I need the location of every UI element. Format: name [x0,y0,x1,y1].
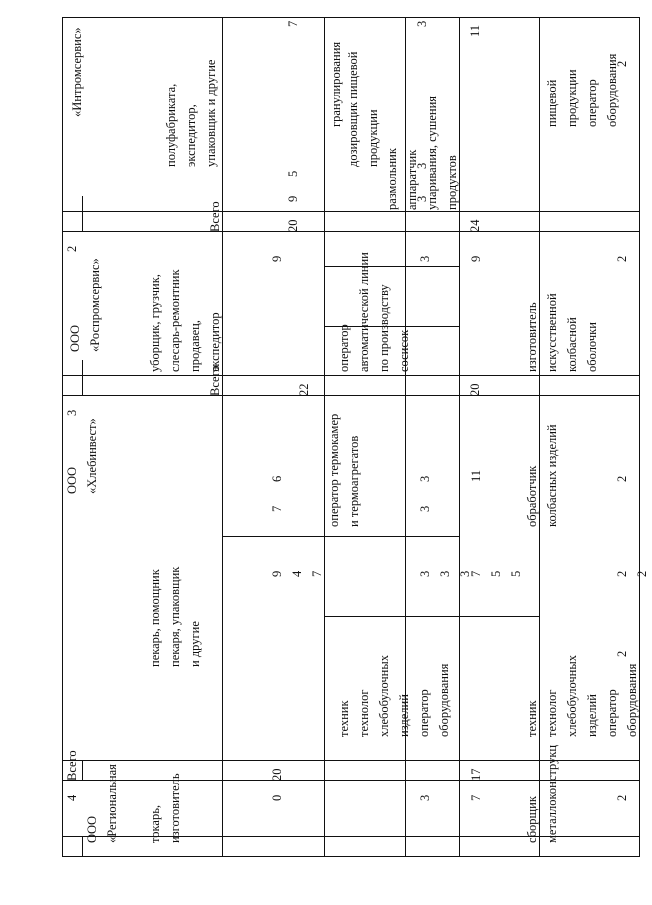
training-rank-cell: 2 [615,475,629,482]
training-profession-cell: пищевой продукции оператор оборудования [545,53,619,127]
profession-cell: полуфабриката, экспедитор, упаковщик и другие [164,59,218,167]
rank-cell: 3 [418,255,432,262]
training-rank-cell: 2 [615,650,629,657]
training-count-cell: 7 5 5 [469,570,523,577]
training-rank-cell: 2 [615,60,629,67]
rank-cell: 3 3 3 [418,570,472,577]
training-profession-cell: сборщик металлоконструкц [525,744,559,843]
specialty-cell: оператор автоматической линии по производству сосисок [337,252,411,372]
training-count-cell: 11 [468,24,482,37]
specialty-cell: упаривания, сушения продуктов [425,95,459,210]
total-qty: 22 [297,383,311,396]
profession-cell: пекарь, помощник пекаря, упаковщик и другие [148,566,202,667]
specialty-cell: размольник [385,148,399,210]
total-label: Всего [65,750,79,781]
count-cell: 9 [270,255,284,262]
total-label: Всего [208,365,222,396]
total-training: 17 [469,768,483,781]
rank-cell: 3 [415,162,429,169]
count-cell: 5 [286,170,300,177]
row-number: 2 [65,245,79,252]
rank-cell: 3 [418,505,432,512]
rank-cell: 3 [415,20,429,27]
training-rank-cell: 2 [615,255,629,262]
training-count-cell: 11 [469,469,483,482]
count-cell: 0 [270,794,284,801]
specialty-cell: гранулирования [329,41,343,127]
count-cell: 9 4 7 [270,570,324,577]
count-cell: 7 [270,505,284,512]
row-number: 4 [65,794,79,801]
rank-cell: 3 [418,475,432,482]
specialty-cell: аппаратчик [405,149,419,210]
training-profession-cell: обработчик колбасных изделий [525,424,559,527]
count-cell: 9 [286,195,300,202]
count-cell: 6 [270,475,284,482]
total-qty: 20 [286,219,300,232]
row-number: 3 [65,409,79,416]
total-label: Всего [208,201,222,232]
training-count-cell: 7 [469,794,483,801]
specialty-cell: дозировщик пищевой продукции [346,51,380,167]
rank-cell: 3 [415,195,429,202]
count-cell: 7 [286,20,300,27]
rank-cell: 3 [418,794,432,801]
total-training: 24 [468,219,482,232]
training-rank-cell: 2 2 [615,570,649,577]
specialty-cell: техник технолог хлебобулочных изделий оператор оборудования [337,654,451,737]
rotated-table-lower [62,17,649,857]
training-count-cell: 9 [469,255,483,262]
specialty-cell: оператор термокамер и термоагрегатов [327,413,361,527]
total-training: 20 [468,383,482,396]
training-rank-cell: 2 [615,794,629,801]
training-profession-cell: техник технолог хлебобулочных изделий оператор оборудования [525,654,639,737]
org-name: «Интромсервис» [70,27,84,117]
profession-cell: токарь, изготовитель [148,773,182,843]
profession-cell: уборщик, грузчик, слесарь-ремонтник продавец, экспедитор [148,269,222,372]
total-qty: 20 [270,768,284,781]
training-profession-cell: изготовитель искусственной колбасной оболочки [525,293,599,372]
org-name-cell: ООО «Хлебинвест» [65,418,99,494]
org-name-cell: ООО «Региональная [85,764,119,843]
org-name-cell: ООО «Роспромсервис» [68,258,102,352]
